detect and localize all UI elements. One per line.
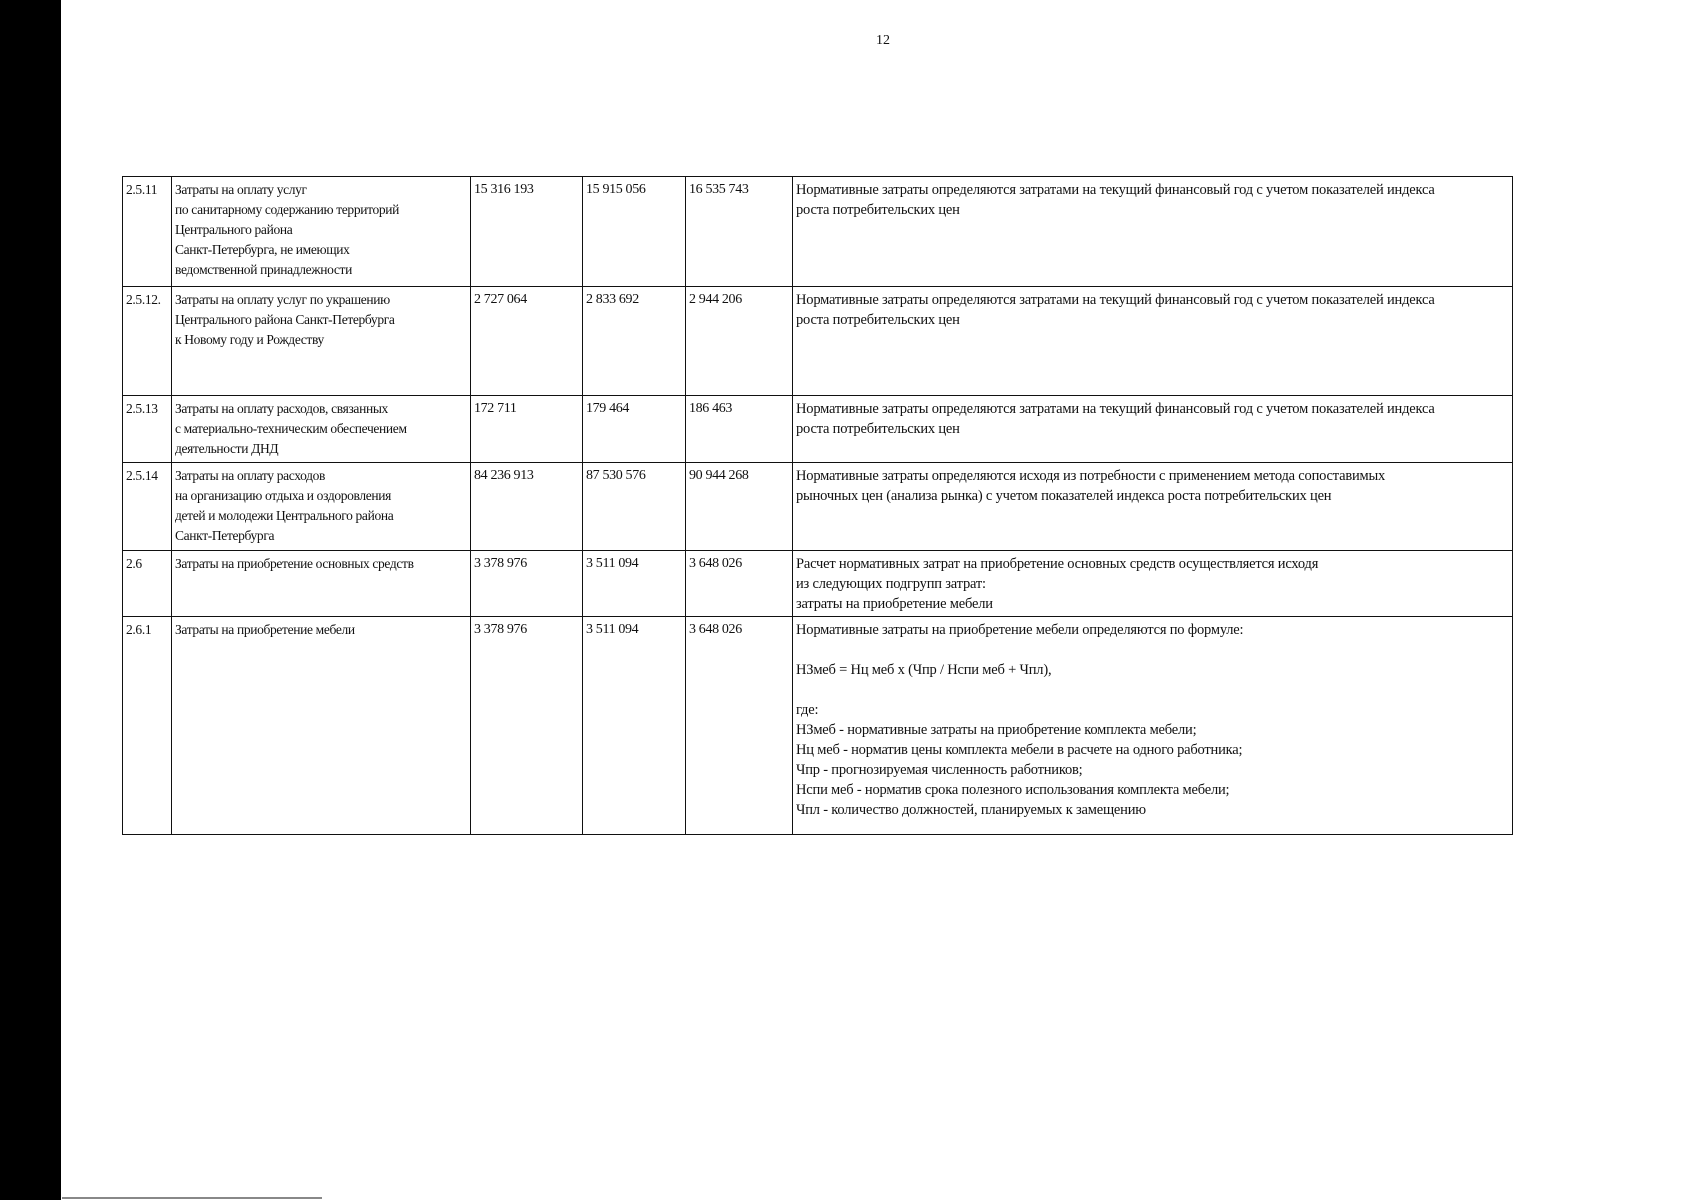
row-value-year2: 3 511 094	[583, 617, 686, 835]
row-value-year3: 3 648 026	[686, 617, 793, 835]
row-value-year2: 179 464	[583, 396, 686, 463]
row-name: Затраты на оплату расходов на организацию отдыха и оздоровления детей и молодежи Центрального района Санкт-Петербурга	[172, 463, 471, 551]
row-code: 2.6	[123, 551, 172, 617]
row-description: Нормативные затраты определяются исходя из потребности с применением метода сопоставимых рыночных цен (анализа рынка) с учетом показателей индекса роста потребительских цен	[793, 463, 1513, 551]
row-value-year2: 2 833 692	[583, 287, 686, 396]
row-description: Нормативные затраты определяются затратами на текущий финансовый год с учетом показателей индекса роста потребительских цен	[793, 177, 1513, 287]
row-code: 2.6.1	[123, 617, 172, 835]
row-description: Нормативные затраты определяются затратами на текущий финансовый год с учетом показателей индекса роста потребительских цен	[793, 287, 1513, 396]
row-value-year2: 3 511 094	[583, 551, 686, 617]
row-description: Нормативные затраты определяются затратами на текущий финансовый год с учетом показателей индекса роста потребительских цен	[793, 396, 1513, 463]
row-name: Затраты на приобретение основных средств	[172, 551, 471, 617]
row-value-year1: 3 378 976	[471, 551, 583, 617]
row-value-year2: 15 915 056	[583, 177, 686, 287]
row-name: Затраты на оплату услуг по украшению Центрального района Санкт-Петербурга к Новому году и Рождеству	[172, 287, 471, 396]
row-value-year1: 2 727 064	[471, 287, 583, 396]
scan-edge-bar	[0, 0, 61, 1200]
row-value-year3: 3 648 026	[686, 551, 793, 617]
table-row	[123, 396, 1513, 463]
table-row	[123, 463, 1513, 551]
scan-bottom-line	[62, 1197, 322, 1199]
row-code: 2.5.12.	[123, 287, 172, 396]
row-value-year1: 84 236 913	[471, 463, 583, 551]
table-row	[123, 617, 1513, 835]
row-code: 2.5.11	[123, 177, 172, 287]
table-row	[123, 177, 1513, 287]
table-row	[123, 551, 1513, 617]
row-value-year1: 15 316 193	[471, 177, 583, 287]
row-value-year3: 2 944 206	[686, 287, 793, 396]
row-description: Нормативные затраты на приобретение мебели определяются по формуле: НЗмеб = Нц меб x (Чпр / Нспи меб + Чпл), где: НЗмеб - нормативные затраты на приобретение комплекта мебели; Нц меб - норматив цены комплекта мебели в расчете на одного работника; Чпр - прогнозируемая численность работников; Нспи меб - норматив срока полезного использования комплекта мебели; Чпл - количество должностей, планируемых к замещению	[793, 617, 1513, 835]
row-name: Затраты на оплату услуг по санитарному содержанию территорий Центрального района Санкт-Петербурга, не имеющих ведомственной принадлежности	[172, 177, 471, 287]
row-value-year2: 87 530 576	[583, 463, 686, 551]
row-value-year1: 172 711	[471, 396, 583, 463]
row-value-year1: 3 378 976	[471, 617, 583, 835]
row-value-year3: 90 944 268	[686, 463, 793, 551]
row-value-year3: 186 463	[686, 396, 793, 463]
cost-table	[122, 176, 1513, 835]
row-code: 2.5.14	[123, 463, 172, 551]
row-code: 2.5.13	[123, 396, 172, 463]
page-number: 12	[876, 33, 890, 48]
row-description: Расчет нормативных затрат на приобретение основных средств осуществляется исходя из следующих подгрупп затрат: затраты на приобретение мебели	[793, 551, 1513, 617]
row-name: Затраты на приобретение мебели	[172, 617, 471, 835]
row-value-year3: 16 535 743	[686, 177, 793, 287]
table-row	[123, 287, 1513, 396]
row-name: Затраты на оплату расходов, связанных с материально-техническим обеспечением деятельности ДНД	[172, 396, 471, 463]
